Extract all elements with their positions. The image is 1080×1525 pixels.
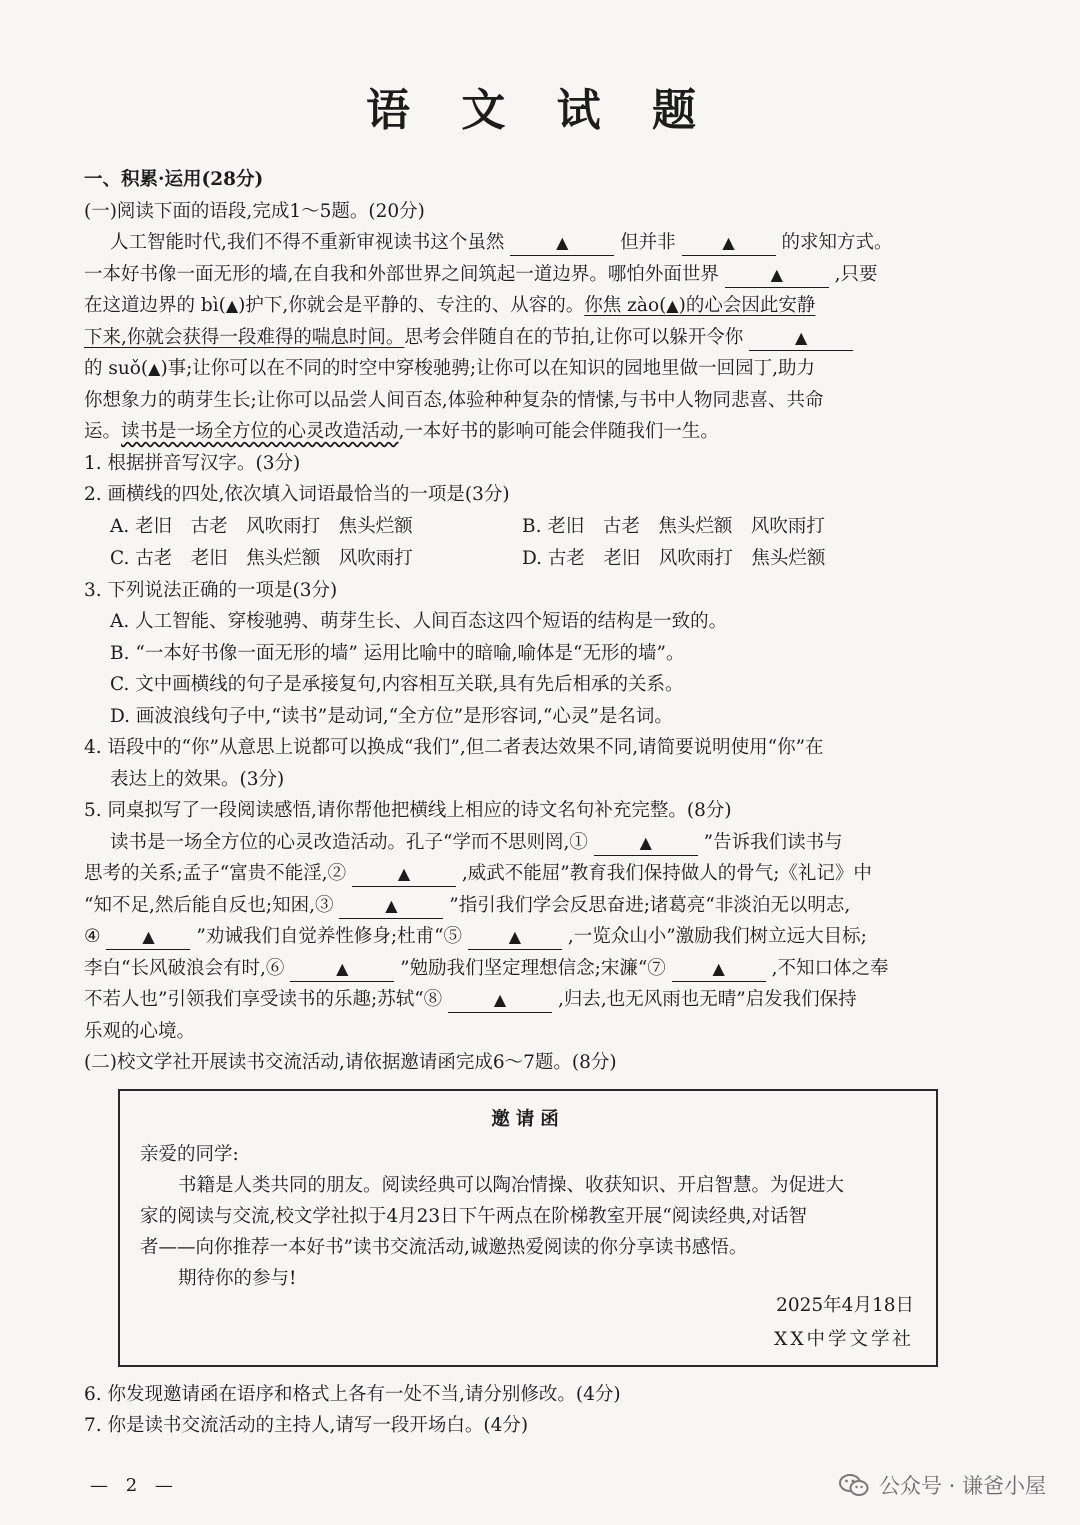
- triangle-icon: ▲: [385, 895, 398, 915]
- page-title: 语 文 试 题: [366, 85, 714, 136]
- triangle-icon: ▲: [722, 233, 735, 252]
- text: ”告诉我们读书与: [703, 831, 843, 853]
- triangle-icon: ▲: [556, 233, 569, 252]
- watermark-text: 公众号 · 谦爸小屋: [878, 1474, 1046, 1498]
- answer-blank: [725, 263, 829, 288]
- answer-blank: [510, 231, 614, 256]
- text: ”指引我们学会反思奋进;诸葛亮“非淡泊无以明志,: [449, 894, 851, 916]
- triangle-icon: ▲: [336, 958, 349, 978]
- invitation-body: 者——向你推荐一本好书”读书交流活动,诚邀热爱阅读的你分享读书感悟。: [140, 1236, 748, 1258]
- triangle-icon: ▲: [666, 296, 679, 315]
- triangle-icon: ▲: [397, 864, 411, 883]
- q5-line: [84, 953, 996, 985]
- triangle-icon: ▲: [225, 296, 239, 315]
- triangle-icon: ▲: [795, 327, 808, 347]
- q5-line: 乐观的心境。: [84, 1020, 196, 1042]
- q5-line: [84, 984, 996, 1016]
- option-c: C. 古老 老旧 焦头烂额 风吹雨打: [110, 547, 413, 569]
- part-heading: (一)阅读下面的语段,完成1～5题。(20分): [84, 200, 425, 222]
- triangle-icon: ▲: [142, 927, 155, 946]
- question-5: 5. 同桌拟写了一段阅读感悟,请你帮他把横线上相应的诗文名句补充完整。(8分): [84, 800, 732, 821]
- reading-passage: [84, 227, 996, 448]
- answer-blank: [352, 862, 456, 887]
- answer-blank: [682, 231, 776, 256]
- text: ④: [84, 926, 101, 947]
- triangle-icon: ▲: [493, 990, 507, 1009]
- answer-blank: [448, 988, 552, 1013]
- text: 运。: [84, 421, 122, 442]
- text: 人工智能时代,我们不得不重新审视读书这个虽然: [110, 232, 505, 253]
- text: 在这道边界的 bì(: [84, 295, 226, 316]
- page-number: — 2 —: [90, 1475, 179, 1496]
- text: 思考的关系;孟子“富贵不能淫,②: [84, 863, 347, 884]
- triangle-icon: ▲: [148, 359, 161, 378]
- option-a: A. 老旧 古老 风吹雨打 焦头烂额: [110, 515, 413, 537]
- question-7: 7. 你是读书交流活动的主持人,请写一段开场白。(4分): [84, 1415, 529, 1436]
- triangle-icon: ▲: [508, 927, 522, 946]
- part-heading: (二)校文学社开展读书交流活动,请依据邀请函完成6～7题。(8分): [84, 1052, 617, 1073]
- q5-line: [84, 890, 996, 922]
- text: 一本好书像一面无形的墙,在自我和外部世界之间筑起一道边界。哪怕外面世界: [84, 263, 719, 285]
- text: ,只要: [834, 263, 878, 285]
- text: “知不足,然后能自反也;知困,③: [84, 894, 334, 916]
- invitation-org: XX中学文学社: [774, 1328, 914, 1350]
- triangle-icon: ▲: [712, 958, 725, 978]
- text: 不若人也”引领我们享受读书的乐趣;苏轼“⑧: [84, 989, 443, 1010]
- answer-blank: [468, 925, 562, 950]
- question-1: 1. 根据拼音写汉字。(3分): [84, 452, 301, 474]
- triangle-icon: ▲: [639, 832, 652, 852]
- text: 的求知方式。: [781, 232, 893, 253]
- text: ,不知口体之奉: [771, 957, 889, 979]
- text: ,威武不能屈”教育我们保持做人的骨气;《礼记》中: [461, 863, 872, 884]
- text: 你焦 zào(: [584, 295, 667, 316]
- text: ”劝诫我们自觉养性修身;杜甫“⑤: [196, 926, 463, 947]
- passage-line: [84, 227, 996, 259]
- question-3: 3. 下列说法正确的一项是(3分): [84, 579, 338, 601]
- text: 读书是一场全方位的心灵改造活动。孔子“学而不思则罔,①: [110, 831, 588, 853]
- watermark: [839, 1470, 1046, 1500]
- text: ,归去,也无风雨也无晴”启发我们保持: [557, 989, 857, 1010]
- underlined-sentence: 下来,你就会获得一段难得的喘息时间。: [84, 326, 405, 348]
- section-heading: 一、积累·运用(28分): [84, 169, 264, 190]
- question-2-options: [84, 511, 996, 575]
- q5-line: [84, 827, 996, 859]
- option-d: D. 画波浪线句子中,“读书”是动词,“全方位”是形容词,“心灵”是名词。: [110, 705, 673, 727]
- text: ,一本好书的影响可能会伴随我们一生。: [398, 421, 719, 442]
- text: 思考会伴随自在的节拍,让你可以躲开令你: [404, 326, 744, 348]
- text: 但并非: [620, 232, 676, 253]
- triangle-icon: ▲: [770, 264, 783, 284]
- exam-page: [84, 60, 996, 1442]
- invitation-date: 2025年4月18日: [776, 1294, 914, 1316]
- passage-line: [84, 290, 996, 322]
- answer-blank: [672, 957, 766, 982]
- q5-line: [84, 921, 996, 953]
- answer-blank: [290, 957, 394, 982]
- invitation-body: 书籍是人类共同的朋友。阅读经典可以陶冶情操、收获知识、开启智慧。为促进大: [178, 1174, 845, 1196]
- text: )事;让你可以在不同的时空中穿梭驰骋;让你可以在知识的园地里做一回园丁,助力: [160, 358, 816, 379]
- invitation-greeting: 亲爱的同学:: [140, 1143, 239, 1165]
- option-c: C. 文中画横线的句子是承接复句,内容相互关联,具有先后相承的关系。: [110, 674, 684, 695]
- text: 李白“长风破浪会有时,⑥: [84, 957, 285, 979]
- text: )护下,你就会是平静的、专注的、从容的。: [238, 295, 585, 316]
- wavy-underlined-sentence: 读书是一场全方位的心灵改造活动: [121, 421, 399, 442]
- answer-blank: [106, 925, 190, 950]
- passage-line: [84, 353, 996, 385]
- text: ”勉励我们坚定理想信念;宋濂“⑦: [400, 957, 666, 979]
- underlined-sentence: [584, 295, 815, 316]
- passage-line: [84, 416, 996, 448]
- answer-blank: [339, 894, 443, 919]
- passage-line: [84, 259, 996, 291]
- question-4-cont: 表达上的效果。(3分): [110, 768, 285, 790]
- text: )的心会因此安静: [678, 295, 816, 316]
- invitation-title: 邀请函: [491, 1108, 565, 1130]
- option-d: D. 古老 老旧 风吹雨打 焦头烂额: [522, 547, 826, 569]
- option-b: B. “一本好书像一面无形的墙” 运用比喻中的暗喻,喻体是“无形的墙”。: [110, 642, 685, 664]
- invitation-card: [118, 1089, 938, 1367]
- text: ,一览众山小”激励我们树立远大目标;: [567, 926, 867, 947]
- option-a: A. 人工智能、穿梭驰骋、萌芽生长、人间百态这四个短语的结构是一致的。: [110, 611, 728, 632]
- invitation-closing: 期待你的参与!: [178, 1267, 297, 1289]
- question-2: 2. 画横线的四处,依次填入词语最恰当的一项是(3分): [84, 484, 510, 505]
- answer-blank: [594, 831, 698, 856]
- answer-blank: [749, 326, 853, 351]
- text: 的 suǒ(: [84, 358, 149, 379]
- passage-line: 你想象力的萌芽生长;让你可以品尝人间百态,体验种种复杂的情愫,与书中人物同悲喜、共命: [84, 389, 824, 411]
- question-4: 4. 语段中的“你”从意思上说都可以换成“我们”,但二者表达效果不同,请简要说明使用“你”在: [84, 737, 824, 758]
- wechat-icon: [839, 1473, 869, 1497]
- question-5-text: [84, 827, 996, 1048]
- passage-line: [84, 322, 996, 354]
- invitation-body: 家的阅读与交流,校文学社拟于4月23日下午两点在阶梯教室开展“阅读经典,对话智: [140, 1205, 808, 1227]
- question-6: 6. 你发现邀请函在语序和格式上各有一处不当,请分别修改。(4分): [84, 1383, 621, 1405]
- q5-line: [84, 858, 996, 890]
- option-b: B. 老旧 古老 焦头烂额 风吹雨打: [522, 515, 825, 537]
